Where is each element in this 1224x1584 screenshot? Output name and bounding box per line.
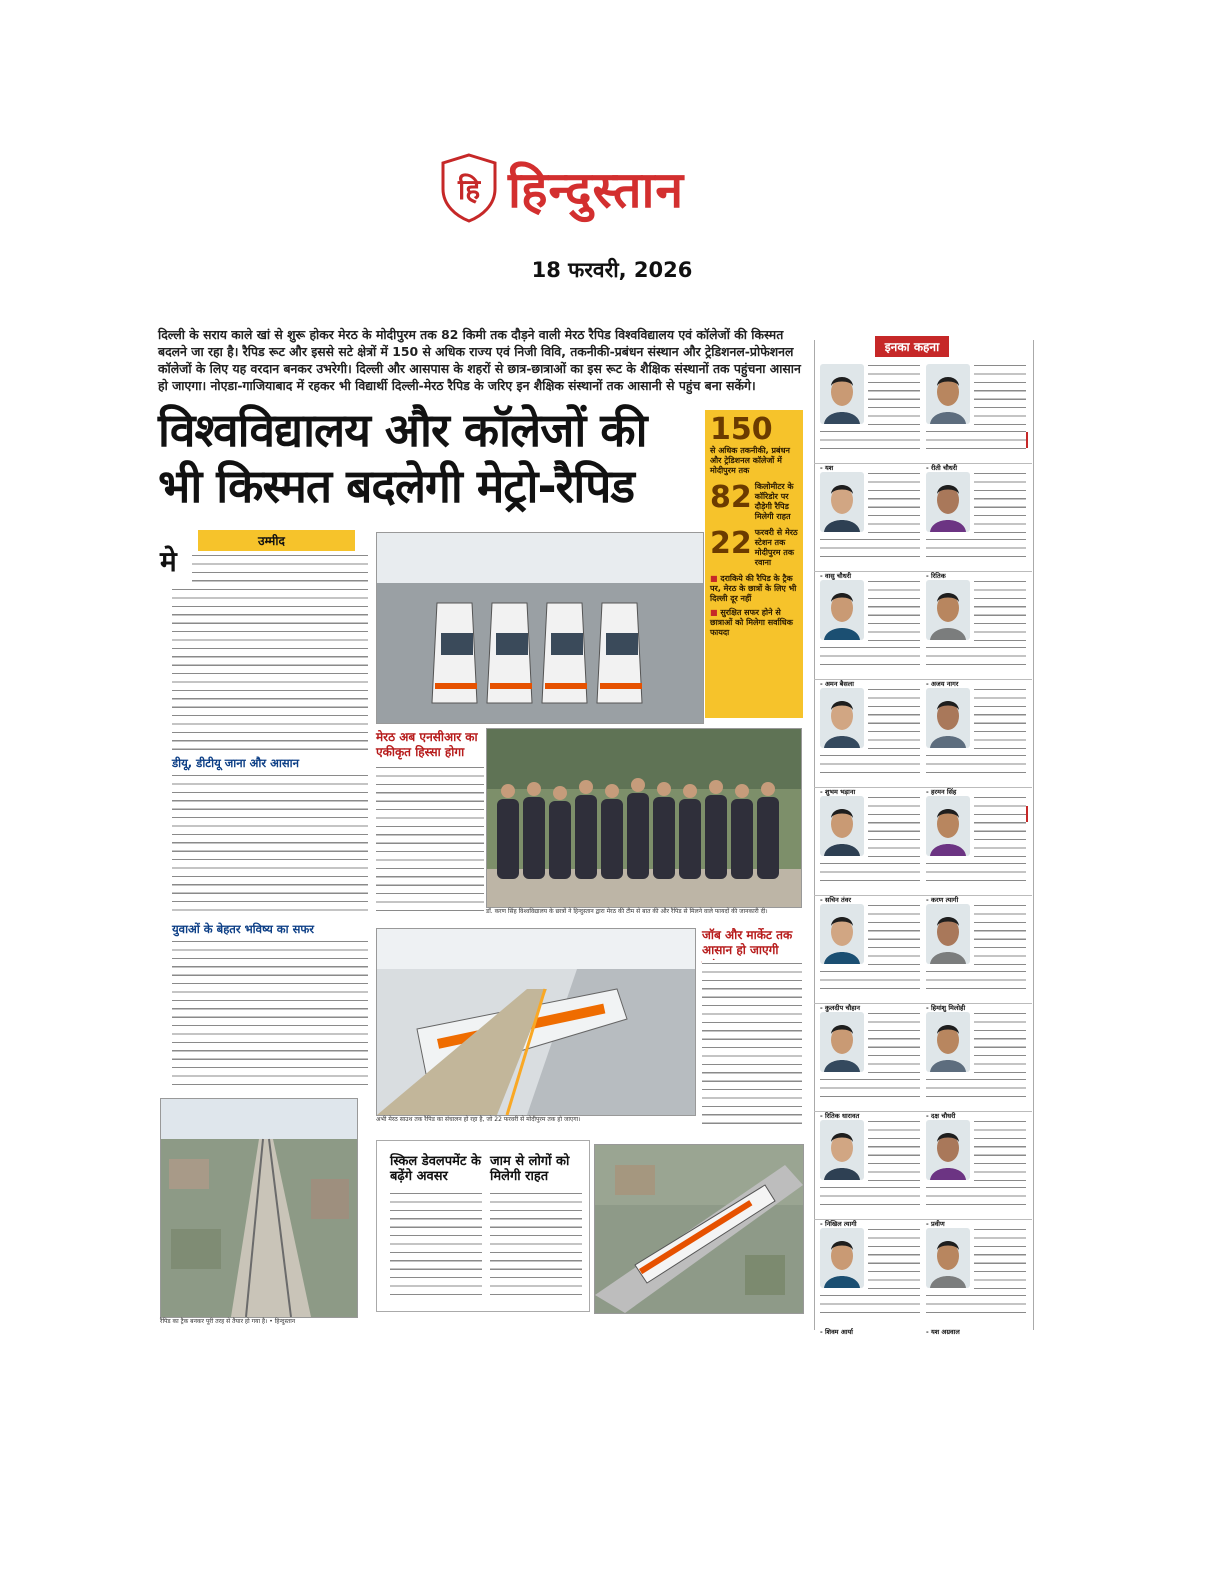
quote-card bbox=[922, 1222, 1030, 1338]
quote-text bbox=[926, 968, 1026, 992]
body-text-block bbox=[172, 772, 368, 918]
stat-1 bbox=[710, 414, 798, 476]
quote-author: - वासु चौधरी bbox=[820, 572, 852, 580]
quote-card bbox=[922, 790, 1030, 906]
kicker-label: उम्मीद bbox=[198, 530, 355, 551]
avatar bbox=[820, 796, 864, 856]
headline bbox=[158, 402, 698, 514]
stat-3 bbox=[710, 528, 798, 574]
quote-author: - अमन बैसला bbox=[820, 680, 854, 688]
quote-card bbox=[816, 466, 924, 582]
masthead-logo bbox=[440, 148, 780, 228]
quote-card bbox=[816, 682, 924, 798]
quote-text bbox=[926, 536, 1026, 560]
quote-text bbox=[926, 644, 1026, 668]
stat-2 bbox=[710, 482, 798, 528]
quote-card bbox=[816, 358, 924, 474]
station-photo bbox=[376, 928, 696, 1116]
stat-bullet: ■ सुरक्षित सफर होने से छात्राओं को मिलेगा सर्वाधिक फायदा bbox=[710, 608, 798, 638]
group-photo-caption: डॉ. करण सिंह विश्वविद्यालय के छात्रों ने हिन्दुस्तान द्वारा मेरठ की टीम से बात की और रैपिड से मिलने वाले फायदों की जानकारी दी। bbox=[486, 908, 768, 915]
quote-divider bbox=[814, 1003, 1032, 1004]
quote-card bbox=[922, 466, 1030, 582]
quote-divider bbox=[814, 679, 1032, 680]
stat-number: 150 bbox=[710, 412, 773, 447]
quote-author: - रितिक bbox=[926, 572, 946, 580]
quote-author: - यश bbox=[820, 464, 834, 472]
students-group-photo bbox=[486, 728, 802, 908]
students-group-illustration bbox=[487, 729, 801, 907]
quote-divider bbox=[814, 463, 1032, 464]
quote-author: - यश अग्रवाल bbox=[926, 1328, 960, 1336]
body-text-block bbox=[172, 586, 368, 752]
avatar bbox=[820, 688, 864, 748]
quote-divider bbox=[814, 571, 1032, 572]
quote-divider bbox=[814, 787, 1032, 788]
quote-card bbox=[922, 898, 1030, 1014]
quote-author: - हिमांशु मिलोही bbox=[926, 1004, 966, 1012]
quote-author: - रितिक धारावत bbox=[820, 1112, 860, 1120]
avatar bbox=[926, 904, 970, 964]
quote-card bbox=[816, 1006, 924, 1122]
body-text-block bbox=[702, 960, 802, 1124]
quote-card bbox=[816, 1114, 924, 1230]
panel-title bbox=[862, 334, 962, 356]
quote-text bbox=[820, 860, 920, 884]
quote-author: - करण त्यागी bbox=[926, 896, 959, 904]
subhead-ncr: मेरठ अब एनसीआर का एकीकृत हिस्सा होगा bbox=[376, 730, 478, 759]
quote-card bbox=[816, 574, 924, 690]
quote-author: - कुलदीप चौहान bbox=[820, 1004, 861, 1012]
quote-card bbox=[922, 1114, 1030, 1230]
body-text-block bbox=[490, 1190, 582, 1300]
quote-card bbox=[922, 682, 1030, 798]
logo-letter: हि bbox=[457, 173, 481, 206]
avatar bbox=[820, 904, 864, 964]
station-illustration bbox=[377, 929, 695, 1115]
quote-card bbox=[816, 898, 924, 1014]
quote-text bbox=[926, 752, 1026, 776]
quote-author: - रीती चौधरी bbox=[926, 464, 958, 472]
quote-card bbox=[922, 358, 1030, 474]
quote-text bbox=[820, 644, 920, 668]
stat-bullet: ■ दराकिये की रैपिड के ट्रैक पर, मेरठ के छात्रों के लिए भी दिल्ली दूर नहीं bbox=[710, 574, 798, 604]
publication-date: 18 फरवरी, 2026 bbox=[531, 258, 693, 282]
body-text-block bbox=[192, 552, 368, 586]
dropcap: मे bbox=[160, 545, 177, 578]
avatar bbox=[926, 1120, 970, 1180]
aerial-caption: रैपिड का ट्रैक बनकर पूरी तरह से तैयार हो गया है। • हिन्दुस्तान bbox=[160, 1318, 296, 1325]
avatar bbox=[820, 364, 864, 424]
stat-number: 22 bbox=[710, 526, 752, 561]
subhead-jam: जाम से लोगों को मिलेगी राहत bbox=[490, 1154, 570, 1184]
avatar bbox=[820, 1228, 864, 1288]
quote-author: - प्रवीण bbox=[926, 1220, 945, 1228]
quote-text bbox=[820, 968, 920, 992]
quote-text bbox=[820, 536, 920, 560]
quote-author: - निखिल त्यागी bbox=[820, 1220, 857, 1228]
avatar bbox=[926, 688, 970, 748]
avatar bbox=[820, 472, 864, 532]
stat-text: से अधिक तकनीकी, प्रबंधन और ट्रेडिशनल कॉलेजों में मोदीपुरम तक bbox=[710, 446, 790, 475]
quote-text bbox=[820, 1292, 920, 1316]
stat-text: किलोमीटर के कॉरिडोर पर दौड़ेगी रैपिड मिलेगी राहत bbox=[754, 482, 794, 521]
kicker-box bbox=[198, 530, 355, 551]
quote-author: - दक्ष चौधरी bbox=[926, 1112, 956, 1120]
avatar bbox=[926, 364, 970, 424]
quote-card bbox=[816, 1222, 924, 1338]
quote-author: - शिवम आर्या bbox=[820, 1328, 853, 1336]
stat-number: 82 bbox=[710, 480, 752, 515]
quote-text bbox=[926, 1076, 1026, 1100]
stats-box bbox=[705, 410, 803, 718]
quote-author: - अजय नागर bbox=[926, 680, 959, 688]
avatar bbox=[820, 1120, 864, 1180]
body-text-block bbox=[390, 1190, 482, 1300]
elevated-track-photo bbox=[594, 1144, 804, 1314]
quote-text bbox=[820, 1076, 920, 1100]
quote-card bbox=[922, 1006, 1030, 1122]
quote-text bbox=[820, 428, 920, 452]
quote-text bbox=[926, 428, 1026, 452]
quote-divider bbox=[814, 1111, 1032, 1112]
headline-line-1: विश्वविद्यालय और कॉलेजों की bbox=[158, 403, 647, 457]
avatar bbox=[820, 1012, 864, 1072]
brand-name: हिन्दुस्तान bbox=[508, 161, 685, 219]
subhead-skill: स्किल डेवलपमेंट के बढ़ेंगे अवसर bbox=[390, 1154, 481, 1184]
quote-text bbox=[926, 1292, 1026, 1316]
quote-text bbox=[820, 1184, 920, 1208]
subhead-jobs: जॉब और मार्केट तक आसान हो जाएगी bbox=[702, 928, 793, 957]
avatar bbox=[926, 472, 970, 532]
body-text-block bbox=[376, 764, 484, 914]
avatar bbox=[926, 580, 970, 640]
avatar bbox=[926, 1012, 970, 1072]
body-text-block bbox=[172, 938, 368, 1086]
quote-card bbox=[816, 790, 924, 906]
headline-line-2: भी किस्मत बदलेगी मेट्रो-रैपिड bbox=[158, 459, 635, 513]
trains-depot-illustration bbox=[377, 533, 703, 723]
aerial-track-illustration bbox=[161, 1099, 357, 1317]
quote-author: - सचिन तंवर bbox=[820, 896, 852, 904]
quote-divider bbox=[814, 1219, 1032, 1220]
stat-text: फरवरी से मेरठ स्टेशन तक मोदीपुरम तक रवाना bbox=[754, 528, 798, 567]
panel-title-label: इनका कहना bbox=[875, 336, 949, 357]
avatar bbox=[820, 580, 864, 640]
quote-author: - हरमन सिंह bbox=[926, 788, 957, 796]
quote-divider bbox=[814, 895, 1032, 896]
station-caption: अभी मेरठ साउथ तक रैपिड का संचालन हो रहा है, जो 22 फरवरी से मोदीपुरम तक हो जाएगा। bbox=[376, 1116, 581, 1123]
avatar bbox=[926, 796, 970, 856]
quote-card bbox=[922, 574, 1030, 690]
quote-text bbox=[820, 752, 920, 776]
article-intro: दिल्ली के सराय काले खां से शुरू होकर मेरठ के मोदीपुरम तक 82 किमी तक दौड़ने वाली मेरठ रैपिड विश्वविद्यालय एवं कॉलेजों की किस्मत बदलने जा रहा है। रैपिड रूट और इससे सटे क्षेत्रों में 150 से अधिक राज्य एवं निजी विवि, तकनीकी-प्रबंधन संस्थान और ट्रेडिशनल-प्रोफेशनल कॉलेजों के लिए यह वरदान बनकर उभरेगी। दिल्ली और आसपास के शहरों से छात्र-छात्राओं का इस रूट के शैक्षिक संस्थानों तक पहुंचना आसान हो जाएगा। नोएडा-गाजियाबाद में रहकर भी विद्यार्थी दिल्ली-मेरठ रैपिड के जरिए इन शैक्षिक संस्थानों तक आसानी से पहुंच बना सकेंगे। bbox=[158, 327, 801, 393]
trains-depot-photo bbox=[376, 532, 704, 724]
shield-logo-icon bbox=[440, 153, 498, 223]
quote-text bbox=[926, 860, 1026, 884]
quote-text bbox=[926, 1184, 1026, 1208]
subhead-youth: युवाओं के बेहतर भविष्य का सफर bbox=[172, 922, 314, 936]
elevated-track-illustration bbox=[595, 1145, 803, 1313]
avatar bbox=[926, 1228, 970, 1288]
quote-author: - शुभम भड़ाना bbox=[820, 788, 856, 796]
aerial-track-photo bbox=[160, 1098, 358, 1318]
subhead-du: डीयू, डीटीयू जाना और आसान bbox=[172, 756, 299, 770]
